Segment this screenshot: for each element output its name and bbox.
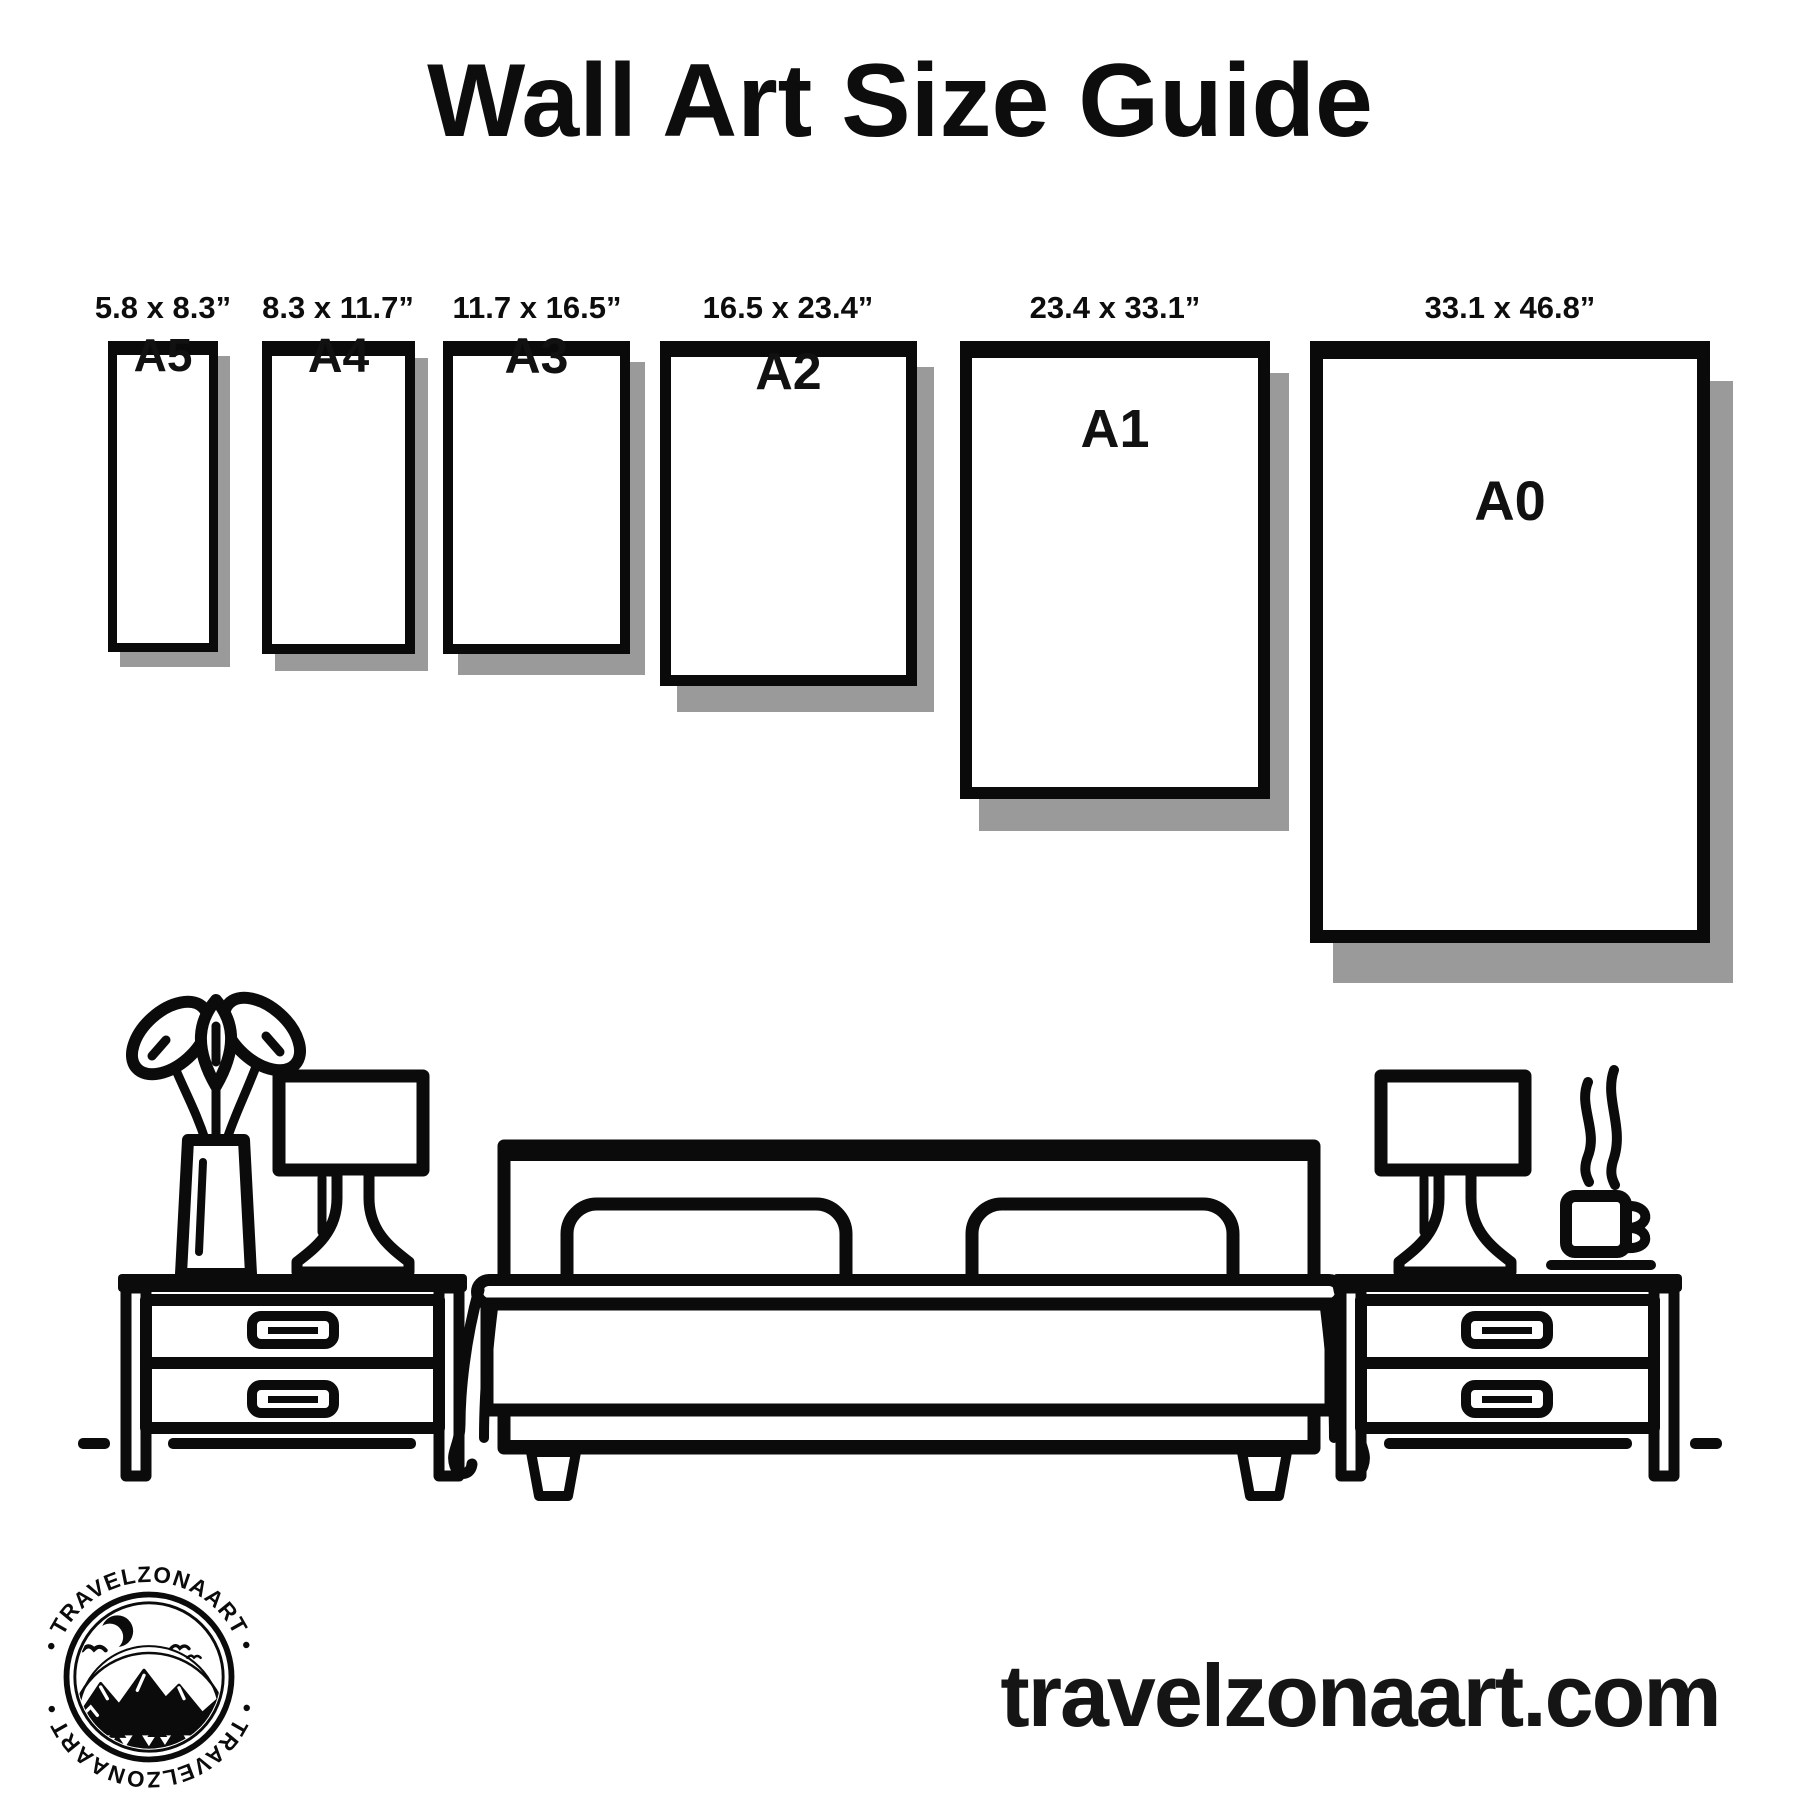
size-name-a4: A4	[307, 329, 370, 383]
logo-arc-text-top: • TRAVELZONAART •	[38, 1561, 260, 1654]
table-lamp-icon	[1381, 1076, 1525, 1272]
steam-icon	[1611, 1070, 1617, 1185]
nightstand-icon	[1333, 1274, 1682, 1476]
size-frame-a1	[960, 341, 1270, 799]
dimension-label-a5: 5.8 x 8.3”	[94, 290, 232, 325]
size-name-a3: A3	[504, 328, 569, 384]
size-frame-a4	[262, 329, 415, 654]
size-name-a5: A5	[133, 329, 193, 381]
size-frame-a5	[108, 329, 218, 652]
page-title: Wall Art Size Guide	[427, 43, 1373, 159]
dimension-label-a0: 33.1 x 46.8”	[1424, 290, 1596, 325]
table-lamp-icon	[279, 1076, 423, 1272]
nightstand-icon	[118, 1274, 467, 1476]
size-frame-a0	[1310, 341, 1710, 943]
size-name-a1: A1	[1080, 398, 1150, 459]
website-url: travelzonaart.com	[1000, 1646, 1720, 1745]
logo-badge	[24, 1552, 274, 1800]
bed-icon	[454, 1143, 1365, 1496]
logo-arc-text-bottom: • TRAVELZONAART •	[38, 1700, 260, 1793]
size-name-a2: A2	[755, 343, 822, 401]
dimension-label-a2: 16.5 x 23.4”	[702, 290, 874, 325]
dimension-label-a3: 11.7 x 16.5”	[452, 290, 622, 325]
dimension-label-a4: 8.3 x 11.7”	[262, 290, 414, 325]
bedroom-scene	[0, 960, 1800, 1520]
size-frame-a2	[660, 341, 917, 686]
steam-icon	[1585, 1082, 1591, 1182]
dimension-label-a1: 23.4 x 33.1”	[1029, 290, 1201, 325]
size-name-a0: A0	[1474, 469, 1546, 532]
size-frame-a3	[443, 328, 630, 654]
coffee-mug-icon	[1546, 1070, 1656, 1270]
